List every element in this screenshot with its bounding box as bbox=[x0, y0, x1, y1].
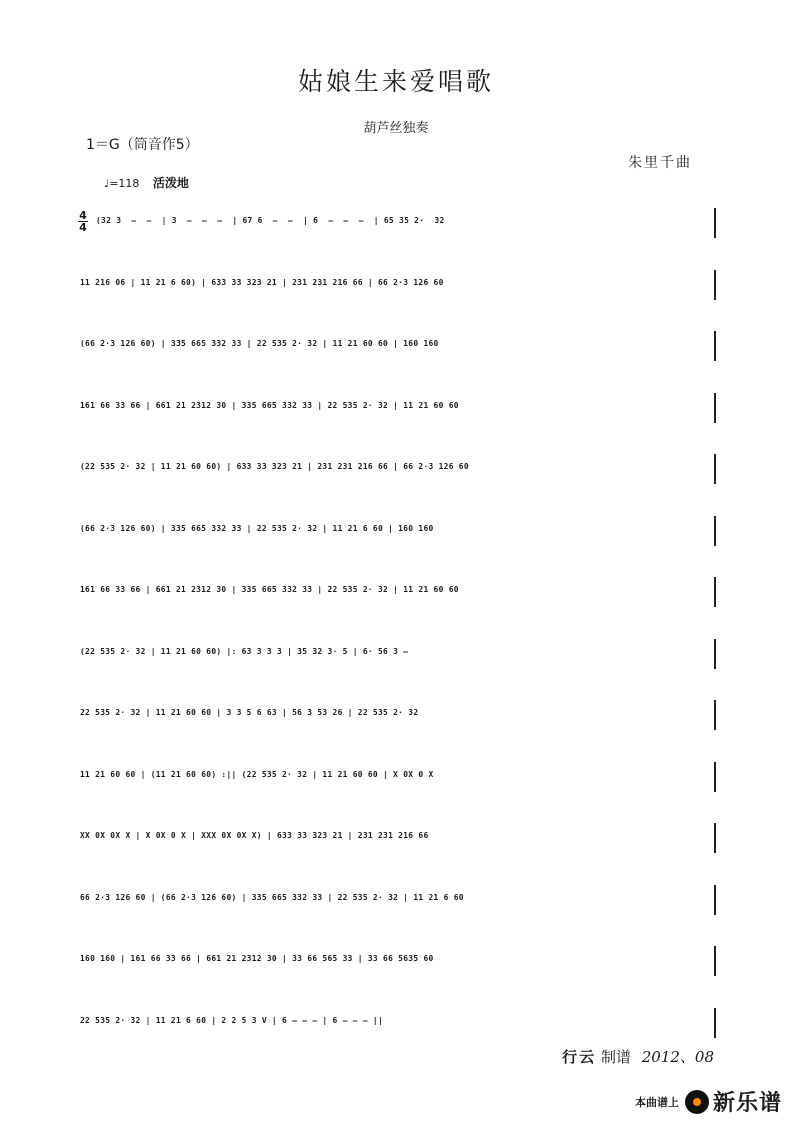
notation-text: 11 21 60 60 | (11 21 60 60) :|| (22 535 2· 32 | 11 21 60 60 | X 0X 0 X bbox=[80, 769, 434, 779]
barline bbox=[714, 823, 716, 853]
notation-text: 22 535 2· 32 | 11 21 60 60 | 3 3 5 6 63 | 56 3 53 26 | 22 535 2· 32 bbox=[80, 708, 419, 717]
barline bbox=[714, 208, 716, 238]
score-line bbox=[80, 520, 716, 554]
notation-text: (66 2·3 126 60) | 335 665 332 33 | 22 535 2· 32 | 11 21 60 60 | 160 160 bbox=[80, 339, 439, 348]
footer-action: 制谱 bbox=[600, 1048, 631, 1066]
barline bbox=[714, 885, 716, 915]
score-line bbox=[80, 950, 716, 984]
score-footer bbox=[562, 1046, 714, 1067]
brand-mark[interactable] bbox=[635, 1086, 782, 1117]
tempo-bpm: ♩=118 bbox=[104, 177, 140, 190]
brand-name: 新乐谱 bbox=[712, 1091, 782, 1116]
score-line bbox=[80, 827, 716, 861]
barline bbox=[714, 577, 716, 607]
notation-text: XX 0X 0X X | X 0X 0 X | XXX 0X 0X X) | 633 33 323 21 | 231 231 216 66 bbox=[80, 831, 429, 840]
record-disc-icon bbox=[685, 1090, 709, 1114]
score-line bbox=[80, 889, 716, 923]
score-line bbox=[80, 458, 716, 492]
notation-text: (22 535 2· 32 | 11 21 60 60) | 633 33 323 21 | 231 231 216 66 | 66 2·3 126 60 bbox=[80, 462, 469, 471]
barline bbox=[714, 454, 716, 484]
barline bbox=[714, 1008, 716, 1038]
notation-text: 11 216 06 | 11 21 6 60) | 633 33 323 21 | 231 231 216 66 | 66 2·3 126 60 bbox=[80, 277, 444, 287]
barline bbox=[714, 700, 716, 730]
score-line bbox=[80, 766, 716, 800]
barline bbox=[714, 516, 716, 546]
barline bbox=[714, 762, 716, 792]
barline bbox=[714, 393, 716, 423]
score-line bbox=[80, 397, 716, 431]
key-signature: 1＝G（筒音作5） bbox=[86, 137, 199, 153]
time-signature bbox=[78, 210, 88, 233]
footer-maker: 行云 bbox=[562, 1048, 597, 1066]
barline bbox=[714, 270, 716, 300]
notation-text: (66 2·3 126 60) | 335 665 332 33 | 22 535 2· 32 | 11 21 6 60 | 160 160 bbox=[80, 523, 434, 533]
score-line bbox=[80, 643, 716, 677]
notation-text: 66 2·3 126 60 | (66 2·3 126 60) | 335 665 332 33 | 22 535 2· 32 | 11 21 6 60 bbox=[80, 892, 464, 902]
composer-credit: 朱里千曲 bbox=[628, 155, 692, 171]
time-signature-bottom: 4 bbox=[79, 221, 87, 234]
score-line bbox=[80, 581, 716, 615]
score-subtitle: 葫芦丝独奏 bbox=[363, 121, 429, 136]
time-signature-top: 4 bbox=[79, 209, 87, 222]
tempo-mood: 活泼地 bbox=[152, 176, 189, 190]
tempo-marking bbox=[104, 174, 189, 191]
barline bbox=[714, 331, 716, 361]
score-line bbox=[80, 704, 716, 738]
score-title: 姑娘生来爱唱歌 bbox=[297, 67, 494, 96]
barline bbox=[714, 639, 716, 669]
score-line bbox=[80, 1012, 716, 1046]
notation-text: (22 535 2· 32 | 11 21 60 60) |: 63 3 3 3 | 35 32 3· 5 | 6· 56 3 – bbox=[80, 646, 409, 656]
brand-prefix: 本曲谱上 bbox=[634, 1095, 679, 1109]
score-line bbox=[79, 209, 716, 246]
notation-text: (32 3 – – | 3 – – – | 67 6 – – | 6 – – – | 65 35 2· 32 bbox=[96, 216, 445, 225]
notation-text: 161 66 33 66 | 661 21 2312 30 | 335 665 332 33 | 22 535 2· 32 | 11 21 60 60 bbox=[80, 585, 459, 594]
footer-date: 2012、08 bbox=[641, 1048, 714, 1066]
notation-text: 22 535 2· 32 | 11 21 6 60 | 2 2 5 3 V | 6 – – – | 6 – – – || bbox=[80, 1015, 384, 1025]
notation-text: 161 66 33 66 | 661 21 2312 30 | 335 665 332 33 | 22 535 2· 32 | 11 21 60 60 bbox=[80, 400, 459, 410]
score-line bbox=[80, 274, 716, 308]
score-line bbox=[80, 335, 716, 369]
notation-text: 160 160 | 161 66 33 66 | 661 21 2312 30 | 33 66 565 33 | 33 66 5635 60 bbox=[80, 954, 434, 963]
barline bbox=[714, 946, 716, 976]
